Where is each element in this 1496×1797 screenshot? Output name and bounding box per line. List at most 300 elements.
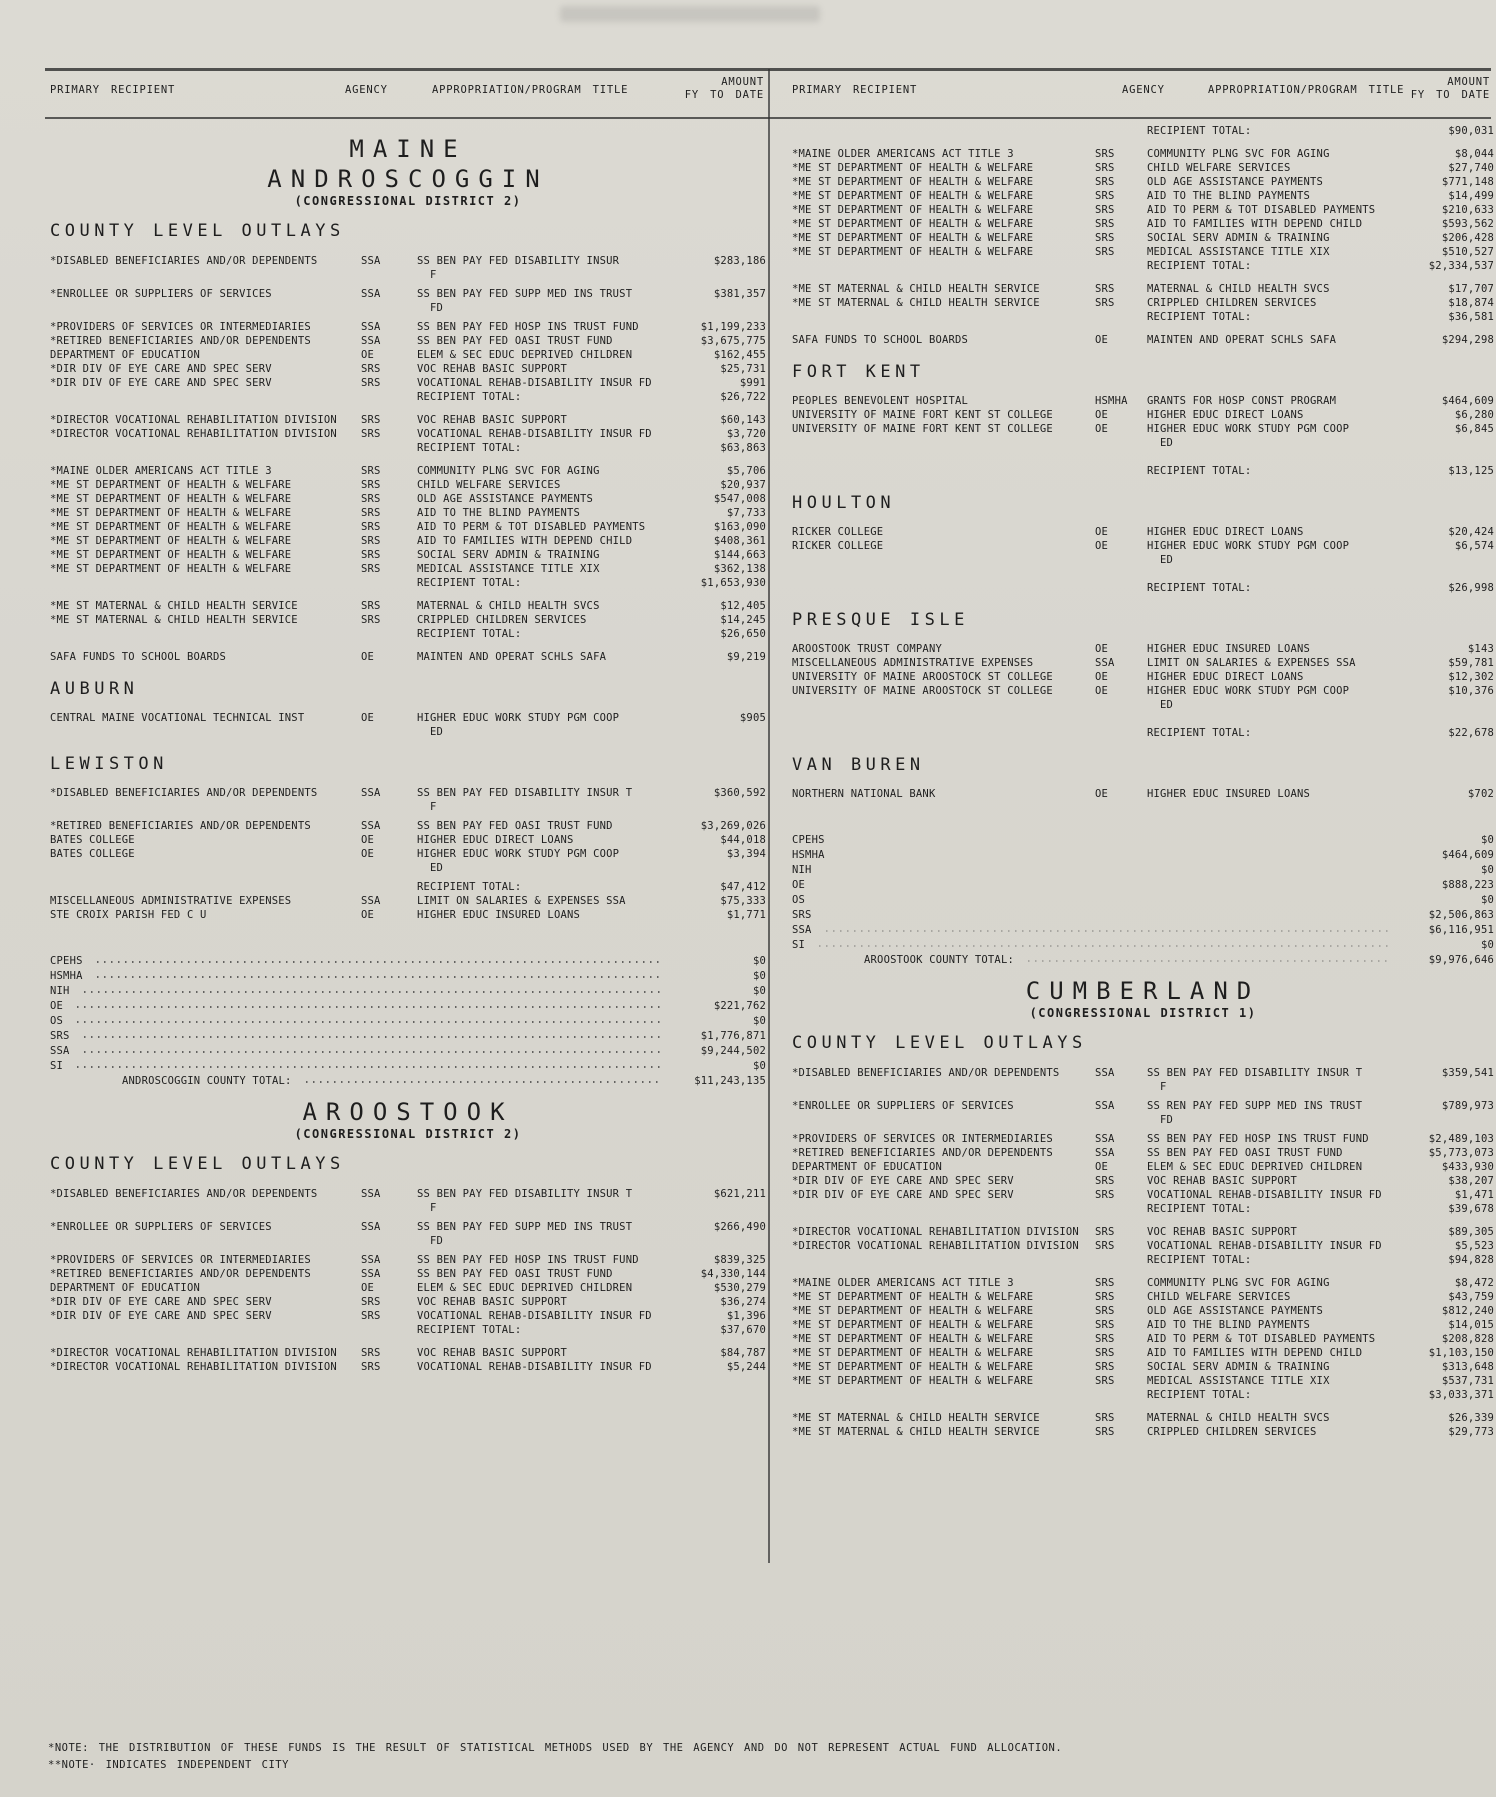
program-title-cell <box>1147 282 1398 296</box>
amount-cell: $2,334,537 <box>1428 260 1494 272</box>
agency-cell: SRS <box>1095 1426 1115 1438</box>
amount-cell: $266,490 <box>713 1221 766 1233</box>
program-title-cell <box>417 427 670 441</box>
program-title-cell <box>417 492 670 506</box>
program-title-cell <box>417 287 670 315</box>
program-title-cell <box>1147 787 1398 801</box>
table-row <box>50 376 766 390</box>
program-title-line: COMMUNITY PLNG SVC FOR AGING <box>417 465 600 477</box>
amount-cell: $360,592 <box>713 787 766 799</box>
table-row <box>792 203 1494 217</box>
recipient-cell: *ENROLLEE OR SUPPLIERS OF SERVICES <box>50 288 272 300</box>
program-title-continuation: ED <box>430 862 444 874</box>
program-title-line: VOC REHAB BASIC SUPPORT <box>1147 1175 1297 1187</box>
recipient-cell: *ME ST DEPARTMENT OF HEALTH & WELFARE <box>792 1305 1034 1317</box>
table-row <box>50 441 766 455</box>
table-row <box>792 147 1494 161</box>
program-title-cell <box>417 1253 670 1267</box>
program-title-line: AID TO FAMILIES WITH DEPEND CHILD <box>417 535 633 547</box>
program-title-cell <box>1147 1160 1398 1174</box>
amount-cell: $144,663 <box>713 549 766 561</box>
program-title-cell <box>1147 310 1398 324</box>
program-title-line: VOCATIONAL REHAB-DISABILITY INSUR FD <box>417 377 652 389</box>
district-heading: (CONGRESSIONAL DISTRICT 2) <box>294 1127 522 1141</box>
left-column <box>48 126 766 1374</box>
table-row <box>50 711 766 739</box>
program-title-line: VOCATIONAL REHAB-DISABILITY INSUR FD <box>417 1361 652 1373</box>
amount-cell: $39,678 <box>1448 1203 1494 1215</box>
program-title-cell <box>1147 1225 1398 1239</box>
agency-cell: SRS <box>361 414 381 426</box>
program-title-cell <box>417 711 670 739</box>
program-title-cell <box>1147 1411 1398 1425</box>
program-title-line: HIGHER EDUC WORK STUDY PGM COOP <box>417 848 620 860</box>
agency-cell: SSA <box>361 1268 381 1280</box>
recipient-cell: *DIR DIV OF EYE CARE AND SPEC SERV <box>50 363 272 375</box>
program-title-cell <box>417 576 670 590</box>
agency-cell: SRS <box>1095 1375 1115 1387</box>
recipient-cell: *ME ST MATERNAL & CHILD HEALTH SERVICE <box>50 600 298 612</box>
table-row <box>792 245 1494 259</box>
recipient-cell: *ME ST MATERNAL & CHILD HEALTH SERVICE <box>792 1412 1040 1424</box>
dot-leader <box>77 1066 660 1068</box>
county-total-row <box>792 953 1494 968</box>
recipient-cell: *ME ST DEPARTMENT OF HEALTH & WELFARE <box>50 535 292 547</box>
program-title-cell <box>1147 203 1398 217</box>
table-row <box>792 1202 1494 1216</box>
program-title-line: AID TO PERM & TOT DISABLED PAYMENTS <box>417 521 646 533</box>
amount-cell: $6,280 <box>1454 409 1494 421</box>
recipient-cell: *ME ST DEPARTMENT OF HEALTH & WELFARE <box>792 232 1034 244</box>
dot-leader <box>819 945 1388 947</box>
county-total-row <box>50 1074 766 1089</box>
program-title-cell <box>1147 1066 1398 1094</box>
program-title-cell <box>417 650 670 664</box>
program-title-cell <box>1147 124 1398 138</box>
agency-cell: SRS <box>1095 1175 1115 1187</box>
agency-cell: SRS <box>1095 232 1115 244</box>
table-row <box>50 506 766 520</box>
table-row <box>792 217 1494 231</box>
recipient-cell: MISCELLANEOUS ADMINISTRATIVE EXPENSES <box>792 657 1034 669</box>
agency-cell: SRS <box>1095 1305 1115 1317</box>
recipient-cell: MISCELLANEOUS ADMINISTRATIVE EXPENSES <box>50 895 292 907</box>
table-row <box>50 478 766 492</box>
agency-total-row <box>50 1059 766 1074</box>
agency-cell: SRS <box>361 493 381 505</box>
program-title-line: VOCATIONAL REHAB-DISABILITY INSUR FD <box>1147 1189 1382 1201</box>
amount-cell: $0 <box>1480 939 1494 951</box>
table-row <box>792 1388 1494 1402</box>
program-title-line: SOCIAL SERV ADMIN & TRAINING <box>417 549 600 561</box>
spacer <box>792 801 1494 833</box>
program-title-line: MATERNAL & CHILD HEALTH SVCS <box>1147 1412 1330 1424</box>
right-column <box>788 124 1494 1439</box>
amount-cell: $8,044 <box>1454 148 1494 160</box>
agency-cell: OE <box>1095 671 1109 683</box>
primary-recipient-header: PRIMARY RECIPIENT <box>792 84 918 96</box>
program-title-line: GRANTS FOR HOSP CONST PROGRAM <box>1147 395 1337 407</box>
agency-total-row <box>50 1044 766 1059</box>
county-total-label: AROOSTOOK COUNTY TOTAL: <box>864 954 1014 966</box>
recipient-cell: *ME ST DEPARTMENT OF HEALTH & WELFARE <box>50 479 292 491</box>
spacer <box>792 1216 1494 1225</box>
table-row <box>50 562 766 576</box>
amount-cell: $60,143 <box>720 414 766 426</box>
table-row <box>792 464 1494 478</box>
agency-total-row <box>792 938 1494 953</box>
agency-cell: SRS <box>361 1347 381 1359</box>
recipient-cell: *ME ST MATERNAL & CHILD HEALTH SERVICE <box>792 297 1040 309</box>
agency-cell: SSA <box>361 895 381 907</box>
spacer <box>50 404 766 413</box>
amount-cell: $94,828 <box>1448 1254 1494 1266</box>
table-row <box>792 1132 1494 1146</box>
recipient-cell: *ENROLLEE OR SUPPLIERS OF SERVICES <box>792 1100 1014 1112</box>
agency-header: AGENCY <box>345 84 388 96</box>
program-title-line: SS BEN PAY FED SUPP MED INS TRUST <box>417 288 633 300</box>
program-title-continuation: F <box>430 269 437 281</box>
recipient-cell: *MAINE OLDER AMERICANS ACT TITLE 3 <box>50 465 272 477</box>
program-title-continuation: FD <box>430 302 444 314</box>
amount-cell: $9,219 <box>726 651 766 663</box>
agency-header: AGENCY <box>1122 84 1165 96</box>
table-row <box>792 1174 1494 1188</box>
table-row <box>50 894 766 908</box>
table-row <box>792 642 1494 656</box>
recipient-cell: CENTRAL MAINE VOCATIONAL TECHNICAL INST <box>50 712 305 724</box>
program-title-cell <box>1147 259 1398 273</box>
table-row <box>50 520 766 534</box>
recipient-cell: *DISABLED BENEFICIARIES AND/OR DEPENDENTS <box>50 1188 318 1200</box>
amount-cell: $14,499 <box>1448 190 1494 202</box>
agency-total-row <box>50 984 766 999</box>
program-title-line: SOCIAL SERV ADMIN & TRAINING <box>1147 1361 1330 1373</box>
agency-cell: SRS <box>1095 1319 1115 1331</box>
table-row <box>792 1188 1494 1202</box>
amount-cell: $408,361 <box>713 535 766 547</box>
program-title-line: RECIPIENT TOTAL: <box>1147 465 1252 477</box>
agency-cell: SRS <box>361 600 381 612</box>
program-title-line: VOC REHAB BASIC SUPPORT <box>417 363 567 375</box>
agency-cell: SRS <box>361 363 381 375</box>
recipient-cell: UNIVERSITY OF MAINE AROOSTOCK ST COLLEGE <box>792 671 1053 683</box>
spacer <box>792 138 1494 147</box>
program-title-line: AID TO THE BLIND PAYMENTS <box>1147 1319 1311 1331</box>
program-title-cell <box>417 520 670 534</box>
amount-cell: $294,298 <box>1441 334 1494 346</box>
program-title-continuation: FD <box>430 1235 444 1247</box>
dot-leader <box>84 1051 660 1053</box>
agency-cell: SSA <box>361 255 381 267</box>
program-title-line: HIGHER EDUC DIRECT LOANS <box>1147 671 1304 683</box>
recipient-cell: *ME ST MATERNAL & CHILD HEALTH SERVICE <box>792 283 1040 295</box>
amount-cell: $162,455 <box>713 349 766 361</box>
amount-cell: $3,269,026 <box>700 820 766 832</box>
table-row <box>792 1360 1494 1374</box>
program-title-cell <box>1147 581 1398 595</box>
table-row <box>792 726 1494 740</box>
amount-cell: $37,670 <box>720 1324 766 1336</box>
program-title-line: MEDICAL ASSISTANCE TITLE XIX <box>417 563 600 575</box>
recipient-cell: DEPARTMENT OF EDUCATION <box>792 1161 942 1173</box>
table-row <box>792 1239 1494 1253</box>
agency-cell: SRS <box>1095 246 1115 258</box>
agency-cell: SRS <box>1095 204 1115 216</box>
amount-cell: $5,244 <box>726 1361 766 1373</box>
amount-header-line1: AMOUNT <box>1447 76 1490 88</box>
amount-header <box>654 76 764 102</box>
table-row <box>792 394 1494 408</box>
program-title-continuation: ED <box>1160 437 1174 449</box>
recipient-cell: RICKER COLLEGE <box>792 526 884 538</box>
recipient-cell: *DIR DIV OF EYE CARE AND SPEC SERV <box>792 1189 1014 1201</box>
recipient-cell: UNIVERSITY OF MAINE FORT KENT ST COLLEGE <box>792 409 1053 421</box>
program-title-cell <box>1147 684 1398 712</box>
program-title-cell <box>417 1281 670 1295</box>
program-title-line: AID TO THE BLIND PAYMENTS <box>1147 190 1311 202</box>
program-title-cell <box>417 348 670 362</box>
county-heading: MAINE <box>349 135 467 163</box>
agency-cell: SRS <box>1095 1277 1115 1289</box>
program-title-cell <box>417 441 670 455</box>
amount-header-line2: FY TO DATE <box>1410 89 1490 101</box>
table-row <box>792 175 1494 189</box>
program-title-cell <box>417 376 670 390</box>
amount-cell: $0 <box>752 955 766 967</box>
recipient-cell: *ME ST DEPARTMENT OF HEALTH & WELFARE <box>792 1333 1034 1345</box>
amount-cell: $36,274 <box>720 1296 766 1308</box>
recipient-cell: *DISABLED BENEFICIARIES AND/OR DEPENDENTS <box>50 255 318 267</box>
program-title-cell <box>1147 1202 1398 1216</box>
agency-cell: SRS <box>1095 176 1115 188</box>
program-title-line: RECIPIENT TOTAL: <box>1147 582 1252 594</box>
agency-code-label: SSA <box>792 924 812 936</box>
amount-cell: $18,874 <box>1448 297 1494 309</box>
agency-cell: SSA <box>361 1221 381 1233</box>
agency-cell: SRS <box>361 1361 381 1373</box>
agency-cell: OE <box>1095 540 1109 552</box>
program-title-cell <box>417 833 670 847</box>
program-title-cell <box>1147 422 1398 450</box>
program-title-line: VOC REHAB BASIC SUPPORT <box>1147 1226 1297 1238</box>
amount-cell: $11,243,135 <box>694 1075 766 1087</box>
amount-cell: $359,541 <box>1441 1067 1494 1079</box>
amount-cell: $789,973 <box>1441 1100 1494 1112</box>
program-title-cell <box>417 627 670 641</box>
agency-cell: SRS <box>361 479 381 491</box>
program-title-cell <box>1147 539 1398 567</box>
program-title-line: SS BEN PAY FED DISABILITY INSUR <box>417 255 620 267</box>
agency-cell: OE <box>1095 423 1109 435</box>
amount-cell: $84,787 <box>720 1347 766 1359</box>
program-title-cell <box>1147 1099 1398 1127</box>
amount-cell: $1,396 <box>726 1310 766 1322</box>
program-title-cell <box>417 1309 670 1323</box>
program-title-line: VOC REHAB BASIC SUPPORT <box>417 1347 567 1359</box>
program-title-line: CRIPPLED CHILDREN SERVICES <box>1147 1426 1317 1438</box>
recipient-cell: *ME ST DEPARTMENT OF HEALTH & WELFARE <box>50 521 292 533</box>
program-title-continuation: ED <box>1160 554 1174 566</box>
program-title-cell <box>1147 217 1398 231</box>
agency-cell: HSMHA <box>1095 395 1128 407</box>
program-title-cell <box>417 1220 670 1248</box>
program-title-cell <box>417 334 670 348</box>
program-title-line: HIGHER EDUC DIRECT LOANS <box>1147 409 1304 421</box>
recipient-cell: UNIVERSITY OF MAINE FORT KENT ST COLLEGE <box>792 423 1053 435</box>
program-title-cell <box>417 320 670 334</box>
agency-total-row <box>50 999 766 1014</box>
amount-cell: $0 <box>1480 864 1494 876</box>
amount-cell: $7,733 <box>726 507 766 519</box>
program-title-cell <box>1147 1374 1398 1388</box>
amount-cell: $0 <box>1480 834 1494 846</box>
agency-cell: OE <box>361 909 375 921</box>
recipient-cell: *DIRECTOR VOCATIONAL REHABILITATION DIVISION <box>50 414 337 426</box>
amount-cell: $1,103,150 <box>1428 1347 1494 1359</box>
program-title-cell <box>1147 245 1398 259</box>
program-title-cell <box>1147 296 1398 310</box>
amount-cell: $2,506,863 <box>1428 909 1494 921</box>
agency-cell: SSA <box>361 1254 381 1266</box>
program-title-line: MAINTEN AND OPERAT SCHLS SAFA <box>417 651 607 663</box>
bleed-through-smudge <box>560 6 820 22</box>
program-title-cell <box>417 1295 670 1309</box>
agency-cell: OE <box>1095 1161 1109 1173</box>
agency-cell: SSA <box>361 321 381 333</box>
amount-cell: $593,562 <box>1441 218 1494 230</box>
footnote-statistical: *NOTE: THE DISTRIBUTION OF THESE FUNDS IS THE RESULT OF STATISTICAL METHODS USED BY THE AGENCY AND DO NOT REPRESENT ACTUAL FUND ALLOCATION. <box>48 1742 1063 1754</box>
program-title-line: OLD AGE ASSISTANCE PAYMENTS <box>417 493 594 505</box>
agency-cell: OE <box>361 848 375 860</box>
program-title-line: RECIPIENT TOTAL: <box>1147 260 1252 272</box>
city-heading: LEWISTON <box>50 754 168 774</box>
amount-cell: $22,678 <box>1448 727 1494 739</box>
program-title-cell <box>417 880 670 894</box>
program-title-line: RECIPIENT TOTAL: <box>1147 1389 1252 1401</box>
agency-cell: SSA <box>361 1188 381 1200</box>
agency-code-label: OS <box>792 894 806 906</box>
agency-cell: SRS <box>1095 1333 1115 1345</box>
program-title-line: SS BEN PAY FED OASI TRUST FUND <box>417 820 613 832</box>
recipient-cell: AROOSTOOK TRUST COMPANY <box>792 643 942 655</box>
amount-cell: $29,773 <box>1448 1426 1494 1438</box>
district-heading: (CONGRESSIONAL DISTRICT 1) <box>1029 1006 1257 1020</box>
program-title-line: RECIPIENT TOTAL: <box>417 628 522 640</box>
agency-cell: SRS <box>1095 297 1115 309</box>
agency-cell: SRS <box>1095 148 1115 160</box>
recipient-cell: *ME ST DEPARTMENT OF HEALTH & WELFARE <box>792 1375 1034 1387</box>
city-heading: AUBURN <box>50 679 139 699</box>
program-title-cell <box>1147 161 1398 175</box>
amount-cell: $89,305 <box>1448 1226 1494 1238</box>
amount-cell: $206,428 <box>1441 232 1494 244</box>
amount-cell: $433,930 <box>1441 1161 1494 1173</box>
agency-total-row <box>50 1029 766 1044</box>
recipient-cell: *ME ST DEPARTMENT OF HEALTH & WELFARE <box>792 1291 1034 1303</box>
dot-leader <box>306 1081 660 1083</box>
program-title-line: SOCIAL SERV ADMIN & TRAINING <box>1147 232 1330 244</box>
program-title-cell <box>417 613 670 627</box>
program-title-line: SS BEN PAY FED DISABILITY INSUR T <box>417 1188 633 1200</box>
amount-cell: $12,302 <box>1448 671 1494 683</box>
agency-total-row <box>792 923 1494 938</box>
agency-code-label: SI <box>50 1060 64 1072</box>
spacer <box>50 455 766 464</box>
agency-cell: OE <box>1095 643 1109 655</box>
amount-cell: $1,471 <box>1454 1189 1494 1201</box>
agency-code-label: NIH <box>50 985 70 997</box>
table-row <box>50 1187 766 1215</box>
section-heading: COUNTY LEVEL OUTLAYS <box>792 1033 1087 1053</box>
agency-cell: SRS <box>361 1296 381 1308</box>
county-heading: AROOSTOOK <box>302 1098 514 1126</box>
dot-leader <box>1028 960 1388 962</box>
table-row <box>792 282 1494 296</box>
table-row <box>792 539 1494 567</box>
recipient-cell: *DIRECTOR VOCATIONAL REHABILITATION DIVISION <box>792 1240 1079 1252</box>
program-title-cell <box>417 1360 670 1374</box>
table-row <box>50 786 766 814</box>
city-heading: PRESQUE ISLE <box>792 610 969 630</box>
agency-cell: SSA <box>361 288 381 300</box>
table-row <box>792 670 1494 684</box>
amount-cell: $839,325 <box>713 1254 766 1266</box>
table-row <box>792 231 1494 245</box>
program-title-continuation: FD <box>1160 1114 1174 1126</box>
recipient-cell: DEPARTMENT OF EDUCATION <box>50 349 200 361</box>
amount-cell: $36,581 <box>1448 311 1494 323</box>
amount-cell: $20,424 <box>1448 526 1494 538</box>
table-row <box>792 310 1494 324</box>
program-title-line: HIGHER EDUC INSURED LOANS <box>1147 643 1311 655</box>
amount-cell: $991 <box>739 377 766 389</box>
program-title-line: COMMUNITY PLNG SVC FOR AGING <box>1147 1277 1330 1289</box>
county-total-label: ANDROSCOGGIN COUNTY TOTAL: <box>122 1075 292 1087</box>
recipient-cell: UNIVERSITY OF MAINE AROOSTOCK ST COLLEGE <box>792 685 1053 697</box>
amount-cell: $26,998 <box>1448 582 1494 594</box>
spacer <box>792 1402 1494 1411</box>
amount-cell: $4,330,144 <box>700 1268 766 1280</box>
agency-total-row <box>50 969 766 984</box>
agency-total-row <box>792 908 1494 923</box>
program-title-cell <box>417 362 670 376</box>
table-row <box>792 684 1494 712</box>
program-title-cell <box>1147 1132 1398 1146</box>
program-title-cell <box>417 506 670 520</box>
table-row <box>50 1281 766 1295</box>
amount-cell: $6,574 <box>1454 540 1494 552</box>
agency-cell: SRS <box>1095 1347 1115 1359</box>
program-title-line: CHILD WELFARE SERVICES <box>417 479 561 491</box>
spacer <box>792 455 1494 464</box>
amount-cell: $6,845 <box>1454 423 1494 435</box>
table-row <box>792 1253 1494 1267</box>
recipient-cell: *ME ST DEPARTMENT OF HEALTH & WELFARE <box>792 1347 1034 1359</box>
program-title-header: APPROPRIATION/PROGRAM TITLE <box>432 84 629 96</box>
spacer <box>50 590 766 599</box>
amount-cell: $12,405 <box>720 600 766 612</box>
spacer <box>792 324 1494 333</box>
agency-total-row <box>50 954 766 969</box>
table-row <box>792 1318 1494 1332</box>
city-heading: HOULTON <box>792 493 896 513</box>
recipient-cell: *DIRECTOR VOCATIONAL REHABILITATION DIVISION <box>792 1226 1079 1238</box>
table-row <box>792 1066 1494 1094</box>
recipient-cell: SAFA FUNDS TO SCHOOL BOARDS <box>50 651 227 663</box>
agency-cell: SRS <box>1095 162 1115 174</box>
column-divider <box>768 69 770 1563</box>
